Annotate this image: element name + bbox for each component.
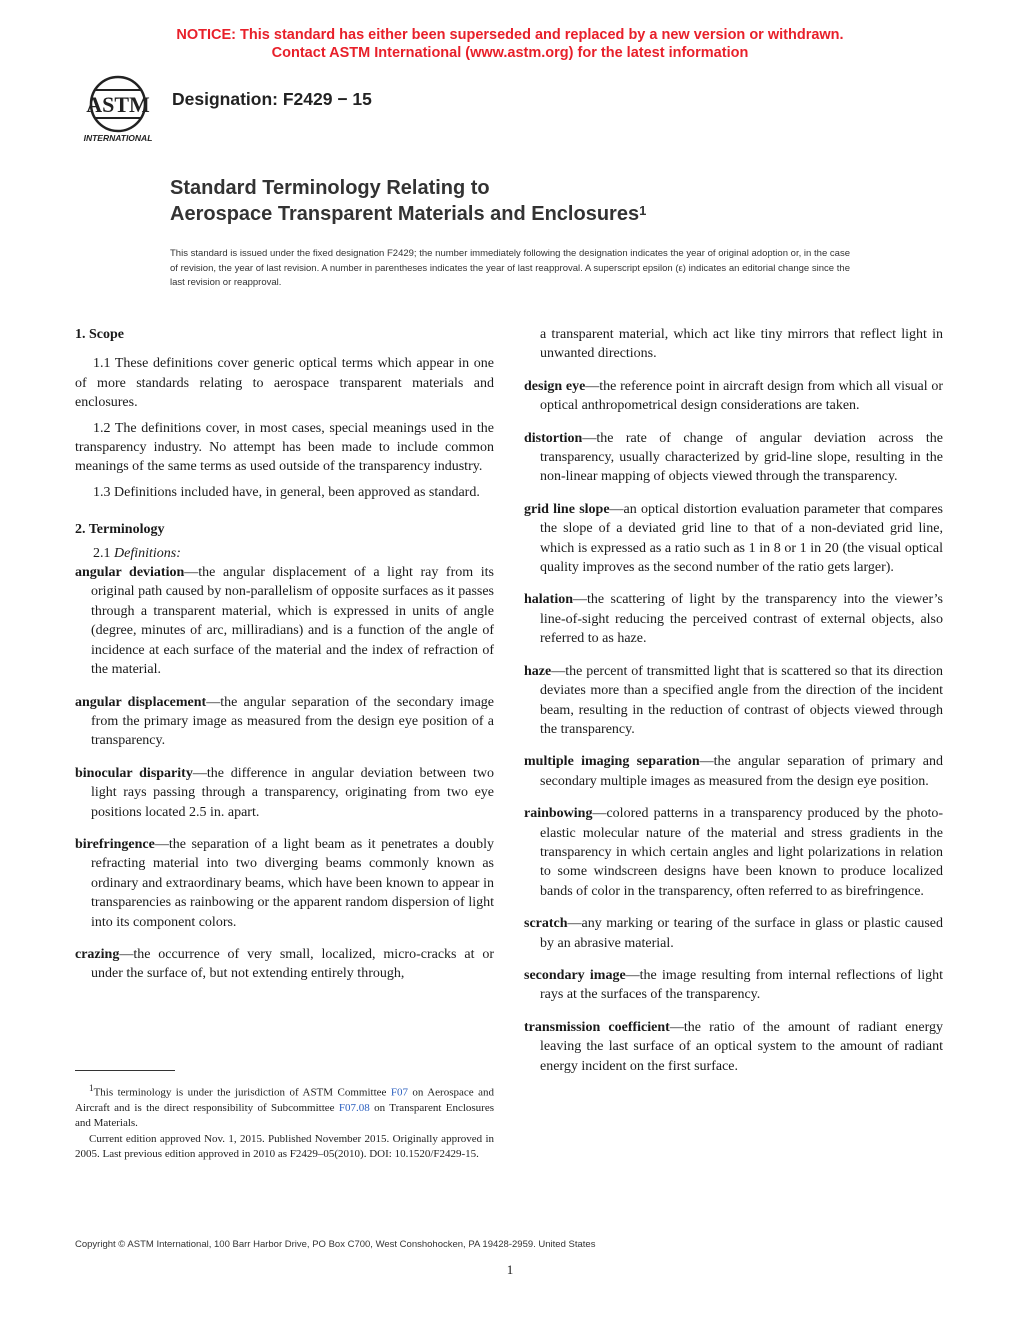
term-definition: —the angular separation of the secondary image from the primary image as measured from the design eye position of a transparency.: [91, 694, 494, 749]
term-entry: [75, 764, 494, 822]
term-entry: [524, 500, 943, 578]
term-entry: [75, 835, 494, 932]
footnote-mark: 1: [89, 1083, 94, 1093]
footnote: [75, 1081, 494, 1163]
notice-line-1: NOTICE: This standard has either been superseded and replaced by a new version or withdrawn.: [176, 27, 844, 43]
term-definition: —the percent of transmitted light that is scattered so that its direction deviates more than a specified angle from the direction of the incident beam, resulting in the reduction of contrast of objects viewed through the transparency.: [540, 663, 943, 737]
footnote-divider: [75, 1070, 175, 1071]
scope-heading: 1. Scope: [75, 327, 124, 342]
designation: Designation: F2429 − 15: [172, 89, 372, 109]
scope-para-3: 1.3 Definitions included have, in general, been approved as standard.: [93, 484, 480, 500]
term-definition: —an optical distortion evaluation parameter that compares the slope of a deviated grid line to that of a non-deviated grid line, which is expressed as a ratio such as 1 in 8 or 1 in 20 (the visual optical quality improves as the second number of the ratio gets larger).: [540, 501, 943, 576]
term-name: haze: [524, 663, 552, 679]
term-name: angular deviation: [75, 565, 185, 581]
committee-link[interactable]: F07: [390, 1086, 408, 1099]
term-definition: —the reference point in aircraft design from which all visual or optical anthropometrical design considerations are taken.: [540, 378, 943, 414]
definitions-subhead-label: Definitions:: [114, 545, 181, 561]
terminology-heading: 2. Terminology: [75, 522, 165, 538]
page-number: 1: [506, 1262, 514, 1277]
footnote-para-2: Current edition approved Nov. 1, 2015. Published November 2015. Originally approved in 2005. Last previous edition approved in 2010 as F2429–05(2010). DOI: 10.1520/F2429-15.: [75, 1132, 494, 1161]
term-definition: —the angular separation of primary and secondary multiple images as measured from the design eye position.: [540, 754, 943, 789]
term-name: crazing: [75, 946, 120, 962]
term-entry: [524, 966, 943, 1005]
term-definition: —the angular displacement of a light ray from its original path caused by non-parallelism of opposite surfaces as it passes through a transparent material, which is expressed in units of angle (degree, minutes of arc, milliradians) and is a function of the angle of incidence at each surface of the material and the index of refraction of the material.: [91, 565, 494, 678]
term-name: angular displacement: [75, 694, 207, 710]
term-name: birefringence: [75, 836, 155, 852]
term-entry: [524, 804, 943, 901]
definitions-subhead: [75, 544, 494, 563]
subcommittee-link[interactable]: F07.08: [338, 1102, 370, 1115]
term-definition: —the occurrence of very small, localized, micro-cracks at or under the surface of, but not extending entirely through,: [91, 946, 494, 982]
term-entry: [524, 377, 943, 416]
term-definition: —the ratio of the amount of radiant energy leaving the last surface of an optical system to the amount of radiant energy incident on the first surface.: [540, 1019, 943, 1074]
term-entry: [524, 752, 943, 791]
right-column: [524, 325, 943, 1089]
notice-banner: [0, 26, 1020, 62]
left-column: [75, 325, 494, 997]
definitions-subhead-number: 2.1: [93, 545, 111, 561]
footnote-text-3: on Transparent Enclosures and Materials.: [75, 1102, 494, 1130]
term-name: scratch: [524, 916, 568, 932]
footnote-text-1: This terminology is under the jurisdiction of ASTM Committee: [93, 1086, 391, 1099]
title-line-2: Aerospace Transparent Materials and Enclosures: [170, 203, 640, 225]
term-definition: —the scattering of light by the transparency into the viewer’s line-of-sight reducing the perceived contrast of external objects, also referred to as haze.: [540, 592, 943, 647]
term-continuation: a transparent material, which act like tiny mirrors that reflect light in unwanted directions.: [540, 327, 943, 362]
term-definition: —colored patterns in a transparency produced by the photo-elastic molecular nature of the material and stress gradients in the transparency in which certain angles and light polarizations in relation to some windscreen designs have been known to produce localized bands of color in the transparency, often referred to as birefringence.: [540, 806, 943, 899]
term-definition: —the difference in angular deviation between two light rays passing through a transparency, originating from two eye positions located 2.5 in. apart.: [91, 765, 494, 820]
astm-logo-subtext: INTERNATIONAL: [83, 133, 153, 143]
term-name: distortion: [524, 430, 583, 446]
astm-logo: [72, 74, 164, 146]
copyright: Copyright © ASTM International, 100 Barr Harbor Drive, PO Box C700, West Conshohocken, PA 19428-2959. United States: [75, 1239, 596, 1250]
term-name: halation: [524, 592, 574, 608]
term-definition: —the image resulting from internal reflections of light rays at the surfaces of the transparency.: [540, 967, 943, 1003]
term-entry: [524, 429, 943, 487]
issued-note: This standard is issued under the fixed designation F2429; the number immediately following the designation indicates the year of original adoption or, in the case of revision, the year of last revision. A number in parentheses indicates the year of last reapproval. A superscript epsilon (ε) indicates an editorial change since the last revision or reapproval.: [170, 248, 850, 288]
term-name: secondary image: [524, 967, 626, 983]
document-title: [170, 175, 950, 227]
term-entry: [75, 693, 494, 751]
term-name: transmission coefficient: [524, 1019, 670, 1035]
notice-line-2: Contact ASTM International (www.astm.org) for the latest information: [271, 45, 749, 61]
term-entry: [524, 914, 943, 953]
footnote-para-1: [75, 1081, 494, 1132]
scope-para-2: 1.2 The definitions cover, in most cases, special meanings used in the transparency industry. No attempt has been made to include common meanings of the same terms as used outside of the transparency industry.: [75, 420, 494, 475]
term-definition: —any marking or tearing of the surface in glass or plastic caused by an abrasive material.: [540, 916, 943, 951]
astm-logo-text: ASTM: [86, 92, 150, 117]
term-name: binocular disparity: [75, 765, 193, 781]
term-entry: [75, 945, 494, 984]
term-name: multiple imaging separation: [524, 754, 700, 770]
term-entry: [524, 590, 943, 648]
term-entry: [524, 662, 943, 740]
term-definition: —the separation of a light beam as it penetrates a doubly refracting material into two diverging beams commonly known as ordinary and extraordinary beams, which have been known to appear in transparencies as rainbowing or the apparent random dispersion of light into its component colors.: [91, 836, 494, 930]
footnote-text-2: on Aerospace and Aircraft and is the direct responsibility of Subcommittee: [75, 1086, 494, 1115]
term-name: design eye: [524, 378, 586, 394]
title-footnote-mark: 1: [639, 203, 647, 218]
title-line-1: Standard Terminology Relating to: [170, 177, 490, 199]
term-name: rainbowing: [524, 806, 593, 822]
term-entry: [524, 1018, 943, 1076]
term-definition: —the rate of change of angular deviation across the transparency, usually characterized by grid-line slope, resulting in the non-linear mapping of objects viewed through the transparency.: [540, 430, 943, 485]
term-name: grid line slope: [524, 501, 610, 517]
scope-para-1: 1.1 These definitions cover generic optical terms which appear in one of more standards relating to aerospace transparent materials and enclosures.: [75, 356, 494, 411]
term-entry: [75, 563, 494, 679]
